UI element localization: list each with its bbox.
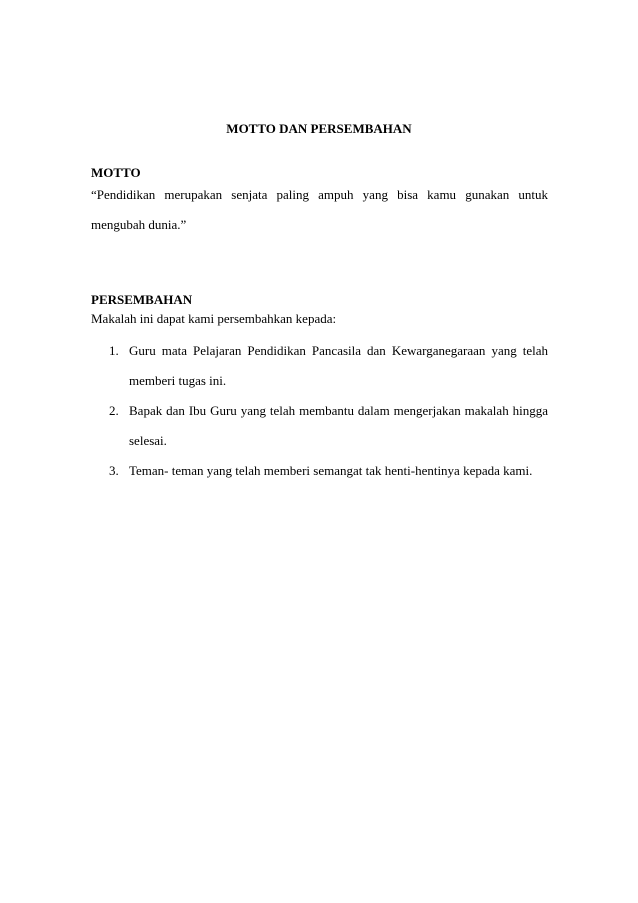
list-item-line: selesai. [129, 433, 167, 448]
list-item [91, 336, 548, 396]
list-item-line: Bapak dan Ibu Guru yang telah membantu dalam mengerjakan makalah hingga [129, 403, 548, 418]
list-item-line: Guru mata Pelajaran Pendidikan Pancasila dan Kewarganegaraan yang telah [129, 343, 548, 358]
list-number: 3. [109, 463, 119, 478]
list-item [91, 456, 548, 486]
list-item [91, 396, 548, 456]
page-title: MOTTO DAN PERSEMBAHAN [226, 121, 412, 136]
persembahan-heading: PERSEMBAHAN [91, 292, 193, 307]
list-item-line: memberi tugas ini. [129, 373, 227, 388]
list-number: 1. [109, 343, 119, 358]
motto-line-1: “Pendidikan merupakan senjata paling ampuh yang bisa kamu gunakan untuk [91, 187, 548, 202]
motto-quote [91, 180, 548, 240]
motto-line-2: mengubah dunia.” [91, 217, 187, 232]
persembahan-intro: Makalah ini dapat kami persembahkan kepada: [91, 311, 337, 326]
motto-heading: MOTTO [91, 165, 141, 180]
persembahan-list [91, 336, 548, 486]
list-number: 2. [109, 403, 119, 418]
list-item-line: Teman- teman yang telah memberi semangat tak henti-hentinya kepada kami. [129, 463, 533, 478]
